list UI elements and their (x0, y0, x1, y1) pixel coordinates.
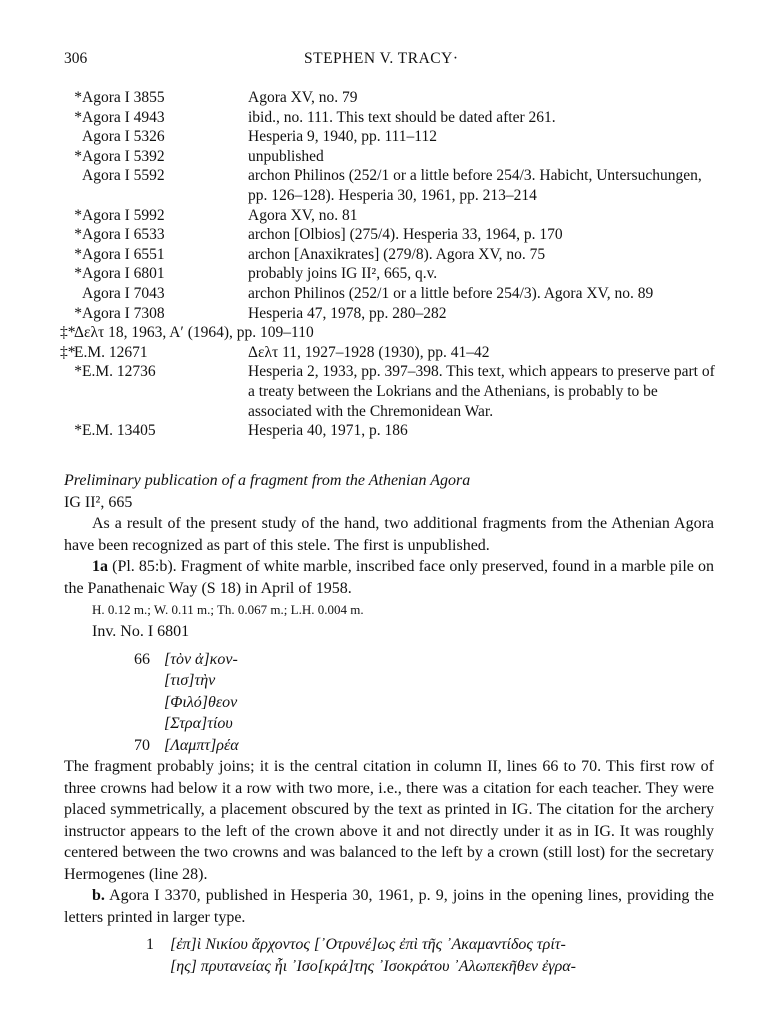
table-row (60, 88, 720, 108)
inventory-id-text: Agora I 7043 (82, 284, 165, 302)
table-row (60, 225, 720, 245)
greek-text-block (134, 649, 714, 757)
publication-section (64, 470, 714, 977)
inventory-id (60, 284, 248, 304)
greek-text: [ἐπ]ὶ Νικίου ἄρχοντος [᾿Οτρυνέ]ως ἐπὶ τῆς ᾿Ακαμαντίδος τρίτ- (170, 936, 566, 953)
inventory-reference: Hesperia 47, 1978, pp. 280–282 (248, 304, 447, 322)
running-head-author: STEPHEN V. TRACY· (304, 50, 459, 67)
inventory-reference: archon Philinos (252/1 or a little before 254/3. Habicht, Untersuchungen, pp. 126–128). Hesperia 30, 1961, pp. 213–214 (248, 167, 702, 204)
text-line (146, 956, 714, 978)
inventory-reference: archon [Olbios] (275/4). Hesperia 33, 1964, p. 170 (248, 226, 563, 244)
page-header (64, 50, 714, 72)
inventory-reference: Hesperia 40, 1971, p. 186 (248, 422, 408, 440)
inventory-id-text: Agora I 6801 (82, 265, 165, 283)
inventory-reference: Hesperia 9, 1940, pp. 111–112 (248, 128, 437, 146)
inventory-id-text: Agora I 5326 (82, 128, 165, 146)
line-number: 70 (134, 736, 150, 754)
greek-text: [ης] πρυτανείας ἧι ᾿Ισο[κρά]της ᾿Ισοκράτου ᾿Αλωπεκῆθεν ἐγρα- (170, 957, 577, 975)
text-line (134, 670, 714, 692)
inventory-reference: Hesperia 2, 1933, pp. 397–398. This text, which appears to preserve part of a treaty between the Lokrians and the Athenians, is probably to be associated with the Chremonidean War. (248, 363, 715, 420)
marker: * (74, 304, 82, 322)
inventory-id (60, 88, 248, 108)
section-subheading: IG II², 665 (64, 493, 133, 511)
inventory-reference: probably joins IG II², 665, q.v. (248, 265, 438, 283)
fragment-a-label: 1a (92, 558, 108, 575)
dimensions: H. 0.12 m.; W. 0.11 m.; Th. 0.067 m.; L.H. 0.004 m. (92, 602, 364, 617)
inventory-id (60, 108, 248, 128)
inventory-id (60, 147, 248, 167)
table-row (60, 304, 720, 324)
inventory-reference: ibid., no. 111. This text should be dated after 261. (248, 108, 556, 126)
fragment-b-paragraph (64, 885, 714, 928)
inventory-id-text: E.M. 13405 (82, 422, 156, 440)
table-row (60, 362, 720, 421)
line-number (134, 713, 164, 735)
inventory-id (60, 343, 248, 363)
table-row (60, 147, 720, 167)
table-row (60, 343, 720, 363)
inventory-table (60, 88, 720, 441)
text-line (146, 934, 714, 956)
marker: ‡* (60, 343, 76, 361)
table-row (60, 206, 720, 226)
line-number: 1 (146, 936, 154, 953)
table-row (60, 166, 720, 205)
line-number (146, 956, 170, 978)
inventory-id-text: Agora I 6551 (82, 245, 165, 263)
inventory-reference: archon [Anaxikrates] (279/8). Agora XV, no. 75 (248, 245, 546, 263)
marker: * (74, 89, 82, 106)
table-row (60, 284, 720, 304)
inventory-id-text: E.M. 12736 (82, 363, 156, 381)
greek-text: [τισ]τὴν (164, 672, 216, 689)
marker: * (74, 108, 82, 126)
inventory-id (60, 206, 248, 226)
table-row (60, 264, 720, 284)
inventory-id (60, 225, 248, 245)
fragment-b-label: b. (92, 887, 105, 904)
inventory-id-text: Agora I 3855 (82, 89, 165, 106)
marker: * (74, 363, 82, 381)
inventory-id-text: Δελτ 18, 1963, Α′ (1964), pp. 109–110 (74, 324, 314, 342)
page-number: 306 (64, 50, 88, 67)
greek-text: [Λαμπτ]ρέα (164, 736, 239, 754)
fragment-a-text: (Pl. 85:b). Fragment of white marble, inscribed face only preserved, found in a marble pile on the Panathenaic Way (S 18) in April of 1958. (64, 558, 715, 597)
line-number: 66 (134, 650, 150, 668)
inventory-id-text: Agora I 5592 (82, 167, 165, 185)
line-number (134, 692, 164, 714)
inventory-id (60, 245, 248, 265)
marker: * (74, 147, 82, 165)
inventory-number: Inv. No. I 6801 (92, 623, 190, 640)
inventory-id (60, 264, 248, 284)
inventory-id (60, 304, 248, 324)
inventory-reference: Agora XV, no. 79 (248, 89, 358, 106)
inventory-reference: Agora XV, no. 81 (248, 206, 358, 224)
greek-text: [Φιλό]θεον (164, 693, 238, 711)
intro-paragraph: As a result of the present study of the hand, two additional fragments from the Athenian Agora have been recognized as part of this stele. The first is unpublished. (64, 515, 714, 554)
section-heading: Preliminary publication of a fragment from the Athenian Agora (64, 472, 471, 489)
inventory-id-text: Agora I 7308 (82, 304, 165, 322)
marker: ‡* (60, 324, 76, 342)
table-row (60, 127, 720, 147)
inventory-id (60, 166, 248, 205)
inventory-id (60, 362, 248, 421)
text-line (134, 713, 714, 735)
marker: * (74, 245, 82, 263)
inventory-id (60, 323, 314, 343)
inventory-id-text: Agora I 5392 (82, 147, 165, 165)
table-row (60, 323, 720, 343)
inventory-id-text: Agora I 6533 (82, 226, 165, 244)
text-line (134, 735, 714, 757)
inventory-id-text: Agora I 4943 (82, 108, 165, 126)
inventory-reference: archon Philinos (252/1 or a little before 254/3). Agora XV, no. 89 (248, 284, 654, 302)
inventory-id (60, 421, 248, 441)
inventory-id (60, 127, 248, 147)
inventory-reference: unpublished (248, 147, 324, 165)
discussion-paragraph: The fragment probably joins; it is the central citation in column II, lines 66 to 70. This first row of three crowns had below it a row with two more, i.e., there was a citation for each teacher. They were placed symmetrically, a placement obscured by the text as printed in IG. The citation for the archery instructor appears to the left of the crown above it and not directly under it as in IG. It was roughly centered between the two crowns and was balanced to the left by a crown (still lost) for the secretary Hermogenes (line 28). (64, 758, 714, 883)
inventory-reference: Δελτ 11, 1927–1928 (1930), pp. 41–42 (248, 343, 490, 361)
text-line (134, 649, 714, 671)
inventory-id-text: Agora I 5992 (82, 206, 165, 224)
greek-text: [τὸν ἀ]κον- (164, 650, 238, 668)
marker: * (74, 206, 82, 224)
inventory-id-text: E.M. 12671 (74, 343, 148, 361)
marker: * (74, 265, 82, 283)
table-row (60, 245, 720, 265)
greek-text: [Στρα]τίου (164, 715, 233, 732)
marker: * (74, 226, 82, 244)
opening-lines-block (64, 934, 714, 977)
fragment-b-text: Agora I 3370, published in Hesperia 30, 1961, p. 9, joins in the opening lines, providing the letters printed in larger type. (64, 887, 714, 926)
table-row (60, 421, 720, 441)
text-line (134, 692, 714, 714)
line-number (134, 670, 164, 692)
fragment-a-paragraph (64, 556, 714, 599)
table-row (60, 108, 720, 128)
marker: * (74, 422, 82, 440)
